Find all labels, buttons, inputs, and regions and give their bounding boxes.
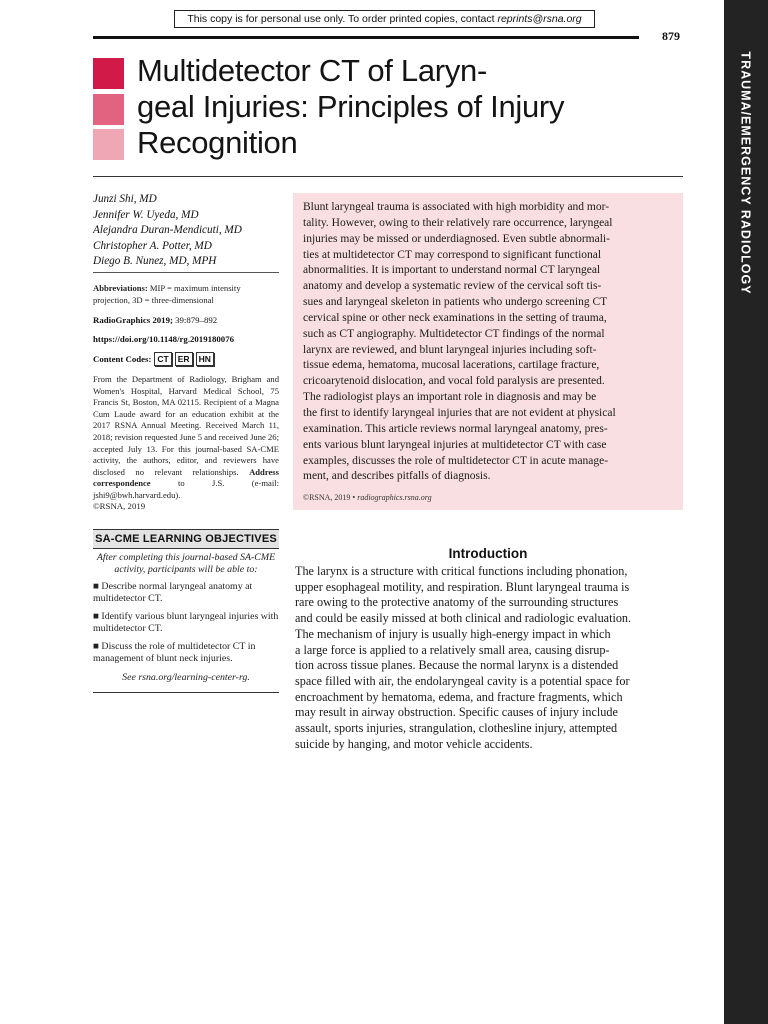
section-label bbox=[723, 28, 768, 318]
sacme-rule bbox=[93, 692, 279, 693]
sacme-heading: SA-CME LEARNING OBJECTIVES bbox=[93, 529, 279, 549]
doi-link[interactable] bbox=[93, 334, 234, 344]
citation-journal: RadioGraphics 2019; bbox=[93, 315, 173, 325]
introduction-line: suicide by hanging, and motor vehicle accidents. bbox=[295, 736, 533, 751]
title-rule bbox=[93, 176, 683, 177]
sacme-objective: ■ Identify various blunt laryngeal injuries with multidetector CT. bbox=[93, 611, 279, 634]
abstract-site-link[interactable]: radiographics.rsna.org bbox=[357, 493, 432, 503]
abstract-box bbox=[293, 193, 683, 510]
sacme-intro: After completing this journal-based SA-CME activity, participants will be able to: bbox=[96, 552, 276, 575]
abstract-line: tissue edema, hematoma, mucosal lacerations, cartilage fracture, bbox=[303, 359, 600, 372]
abstract-line: cervical spine or other neck examinations in the setting of trauma, bbox=[303, 311, 607, 324]
sacme-link[interactable]: See rsna.org/learning-center-rg. bbox=[122, 672, 250, 683]
abstract-line: ties at multidetector CT may correspond to significant functional bbox=[303, 248, 602, 261]
title-line: Recognition bbox=[137, 125, 298, 160]
content-code-badge: ER bbox=[175, 352, 193, 366]
doi-text: https://doi.org/10.1148/rg.2019180076 bbox=[93, 334, 234, 344]
abbreviations-text: MIP = maximum intensity projection, 3D = three-dimensional bbox=[93, 283, 241, 305]
article-title bbox=[137, 53, 677, 161]
content-code-badge: CT bbox=[154, 352, 171, 366]
introduction-line: upper esophageal motility, and respiration. Blunt laryngeal trauma is bbox=[295, 579, 630, 594]
affiliation-note bbox=[93, 374, 279, 502]
abstract-line: larynx are reviewed, and blunt laryngeal injuries including soft- bbox=[303, 343, 597, 356]
author: Junzi Shi, MD bbox=[93, 193, 157, 205]
abstract-line: ment, and describes pitfalls of diagnosis. bbox=[303, 470, 491, 483]
title-line: geal Injuries: Principles of Injury bbox=[137, 89, 565, 124]
section-label-text: TRAUMA/EMERGENCY RADIOLOGY bbox=[739, 51, 754, 295]
reprint-notice bbox=[174, 10, 595, 28]
title-accent-square-dark bbox=[93, 58, 124, 89]
author: Alejandra Duran-Mendicuti, MD bbox=[93, 224, 242, 236]
author: Jennifer W. Uyeda, MD bbox=[93, 208, 199, 221]
author: Christopher A. Potter, MD bbox=[93, 239, 212, 252]
header-rule bbox=[93, 36, 639, 39]
abstract-line: cricoarytenoid dislocation, and vocal fold paralysis are presented. bbox=[303, 375, 605, 388]
introduction-line: encroachment by hematoma, edema, and fracture fragments, which bbox=[295, 689, 623, 704]
title-accent-square-mid bbox=[93, 94, 124, 125]
author-list bbox=[93, 192, 242, 270]
abbreviations bbox=[93, 283, 279, 306]
reprint-notice-text: This copy is for personal use only. To order printed copies, contact bbox=[187, 13, 498, 25]
sidebar-rule bbox=[93, 272, 279, 273]
introduction-line: and could be easily missed at both clinical and radiologic evaluation. bbox=[295, 611, 632, 626]
title-line: Multidetector CT of Laryn- bbox=[137, 53, 487, 88]
abstract-line: The radiologist plays an important role in diagnosis and may be bbox=[303, 391, 597, 404]
correspondence-text: to J.S. (e-mail: jshi9@bwh.harvard.edu). bbox=[93, 478, 279, 500]
abstract-line: injuries may be missed or underdiagnosed. Even subtle abnormali- bbox=[303, 232, 610, 245]
abstract-line: anatomy and develop a systematic review of the cervical soft tis- bbox=[303, 280, 602, 293]
reprint-email-link[interactable]: reprints@rsna.org bbox=[497, 13, 582, 25]
sacme-objective: ■ Discuss the role of multidetector CT in management of blunt neck injuries. bbox=[93, 641, 256, 664]
correspondence-label: Address correspondence bbox=[93, 466, 279, 489]
affiliation-text: From the Department of Radiology, Brigham and Women's Hospital, Harvard Medical School, 75 Francis St, Boston, MA 02115. Recipient of a Magna Cum Laude award for an education exhibit at the 2017 RSNA Annual Meeting. Received March 11, 2018; revision requested June 5 and received June 26; accepted July 13. For this journal-based SA-CME activity, the authors, editor, and reviewers have disclosed no relevant relationships. bbox=[93, 374, 279, 477]
abstract-line: examples, discusses the role of multidetector CT in acute manage- bbox=[303, 454, 609, 467]
introduction-line: rare owing to the protective anatomy of the surrounding structures bbox=[295, 595, 619, 610]
introduction-line: assault, sports injuries, strangulation, clothesline injury, attempted bbox=[295, 721, 618, 736]
sacme-objective: ■ Describe normal laryngeal anatomy at multidetector CT. bbox=[93, 581, 253, 604]
content-code-badge: HN bbox=[196, 352, 214, 366]
introduction-heading: Introduction bbox=[448, 546, 528, 561]
title-accent-square-light bbox=[93, 129, 124, 160]
introduction-line: tion across tissue planes. Because the normal larynx is a distended bbox=[295, 658, 619, 673]
introduction-text bbox=[295, 564, 685, 752]
abstract-text bbox=[303, 200, 673, 485]
content-codes-label: Content Codes: bbox=[93, 354, 152, 364]
introduction-line: The mechanism of injury is usually high-energy impact in which bbox=[295, 626, 611, 641]
abstract-line: examination. This article reviews normal laryngeal anatomy, pres- bbox=[303, 422, 608, 435]
abstract-line: the first to identify laryngeal injuries that are not evident at physical bbox=[303, 406, 616, 419]
introduction-line: space filled with air, the endolaryngeal cavity is a potential space for bbox=[295, 673, 630, 688]
abstract-line: ents various blunt laryngeal injuries at multidetector CT with case bbox=[303, 438, 607, 451]
abstract-line: Blunt laryngeal trauma is associated with high morbidity and mor- bbox=[303, 201, 610, 213]
content-codes bbox=[93, 352, 214, 366]
citation-volume: 39:879–892 bbox=[172, 315, 218, 325]
abbreviations-label: Abbreviations: bbox=[93, 283, 148, 293]
author: Diego B. Nunez, MD, MPH bbox=[93, 255, 217, 267]
introduction-line: a large force is applied to a relatively small area, causing disrup- bbox=[295, 642, 610, 657]
abstract-line: such as CT angiography. Multidetector CT findings of the normal bbox=[303, 327, 605, 340]
introduction-line: The larynx is a structure with critical functions including phonation, bbox=[295, 564, 628, 578]
sacme-objectives bbox=[93, 581, 279, 671]
sidebar-copyright: ©RSNA, 2019 bbox=[93, 501, 146, 511]
abstract-copyright bbox=[303, 493, 673, 502]
page-number: 879 bbox=[662, 29, 680, 43]
abstract-line: abnormalities. It is important to understand normal CT laryngeal bbox=[303, 264, 601, 277]
abstract-line: tality. However, owing to their relatively rare occurrence, laryngeal bbox=[303, 216, 613, 229]
citation bbox=[93, 315, 217, 325]
abstract-line: sues and laryngeal skeleton in patients who undergo screening CT bbox=[303, 296, 608, 309]
abstract-copyright-text: ©RSNA, 2019 • bbox=[303, 493, 358, 503]
introduction-line: may result in airway obstruction. Specific causes of injury include bbox=[295, 705, 618, 720]
